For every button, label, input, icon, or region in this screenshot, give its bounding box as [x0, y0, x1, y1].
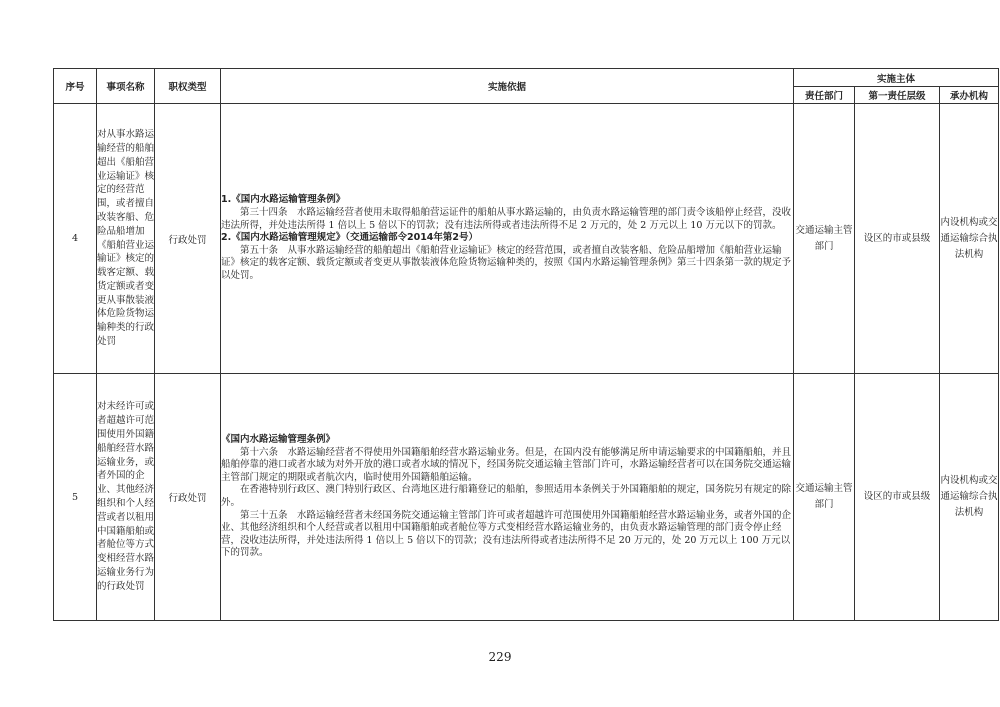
- header-type: 职权类型: [155, 69, 221, 104]
- row-power-type: 行政处罚: [155, 374, 221, 621]
- row-level: 设区的市或县级: [855, 374, 940, 621]
- header-level: 第一责任层级: [855, 87, 940, 104]
- header-basis: 实施依据: [221, 69, 794, 104]
- header-row: [54, 69, 999, 87]
- basis-paragraph: 第三十五条 水路运输经营者未经国务院交通运输主管部门许可或者超越许可范围使用外国籍船舶经营水路运输业务，或者外国的企业、其他经济组织和个人经营或者以租用中国籍船舶或者舱位等方式变相经营水路运输业务的，由负责水路运输管理的部门责令停止经营，没收违法所得，并处违法所得 1 倍以上 5 倍以下的罚款；没有违法所得或者违法所得不足 20 万元的，处 20 万元以上 100 万元以下的罚款。: [221, 509, 792, 559]
- row-agency: 内设机构或交通运输综合执法机构: [940, 374, 999, 621]
- row-power-type: 行政处罚: [155, 104, 221, 374]
- header-item: 事项名称: [97, 69, 155, 104]
- header-subject: 实施主体: [794, 69, 999, 87]
- row-basis: [221, 374, 794, 621]
- row-dept: 交通运输主管部门: [794, 374, 855, 621]
- table-row: [54, 374, 999, 621]
- basis-paragraph: 第十六条 水路运输经营者不得使用外国籍船舶经营水路运输业务。但是，在国内没有能够满足所申请运输要求的中国籍船舶，并且船舶停靠的港口或者水域为对外开放的港口或者水域的情况下，经国务院交通运输主管部门许可，水路运输经营者可以在国务院交通运输主管部门规定的期限或者航次内，临时使用外国籍船舶运输。: [221, 446, 792, 483]
- row-agency: 内设机构或交通运输综合执法机构: [940, 104, 999, 374]
- basis-paragraph: 第五十条 从事水路运输经营的船舶超出《船舶营业运输证》核定的经营范围，或者擅自改装客船、危险品船增加《船舶营业运输证》核定的载客定额、载货定额或者变更从事散装液体危险货物运输种类的，按照《国内水路运输管理条例》第三十四条第一款的规定予以处罚。: [221, 244, 792, 281]
- row-dept: 交通运输主管部门: [794, 104, 855, 374]
- basis-title: 1.《国内水路运输管理条例》: [221, 194, 346, 206]
- row-seq: 4: [54, 104, 97, 374]
- page-number: 229: [488, 650, 512, 664]
- basis-paragraph: 第三十四条 水路运输经营者使用未取得船舶营运证件的船舶从事水路运输的，由负责水路运输管理的部门责令该船停止经营，没收违法所得，并处违法所得 1 倍以上 5 倍以下的罚款；没有违法所得或者违法所得不足 2 万元的，处 2 万元以上 10 万元以下的罚款。: [221, 207, 792, 231]
- header-agency: 承办机构: [940, 87, 999, 104]
- basis-title: 2.《国内水路运输管理规定》（交通运输部令2014年第2号）: [221, 232, 479, 244]
- enforcement-table: [53, 68, 999, 621]
- header-dept: 责任部门: [794, 87, 855, 104]
- basis-paragraph: 在香港特别行政区、澳门特别行政区、台湾地区进行船籍登记的船舶，参照适用本条例关于外国籍船舶的规定，国务院另有规定的除外。: [221, 484, 792, 508]
- row-seq: 5: [54, 374, 97, 621]
- row-item-name: 对从事水路运输经营的船舶超出《船舶营业运输证》核定的经营范围，或者擅自改装客船、危险品船增加《船舶营业运输证》核定的载客定额、载货定额或者变更从事散装液体危险货物运输种类的行政处罚: [97, 104, 155, 374]
- basis-title: 《国内水路运输管理条例》: [221, 434, 336, 446]
- row-basis: [221, 104, 794, 374]
- table-row: [54, 104, 999, 374]
- header-seq: 序号: [54, 69, 97, 104]
- row-level: 设区的市或县级: [855, 104, 940, 374]
- row-item-name: 对未经许可或者超越许可范围使用外国籍船舶经营水路运输业务，或者外国的企业、其他经济组织和个人经营或者以租用中国籍船舶或者舱位等方式变相经营水路运输业务行为的行政处罚: [97, 374, 155, 621]
